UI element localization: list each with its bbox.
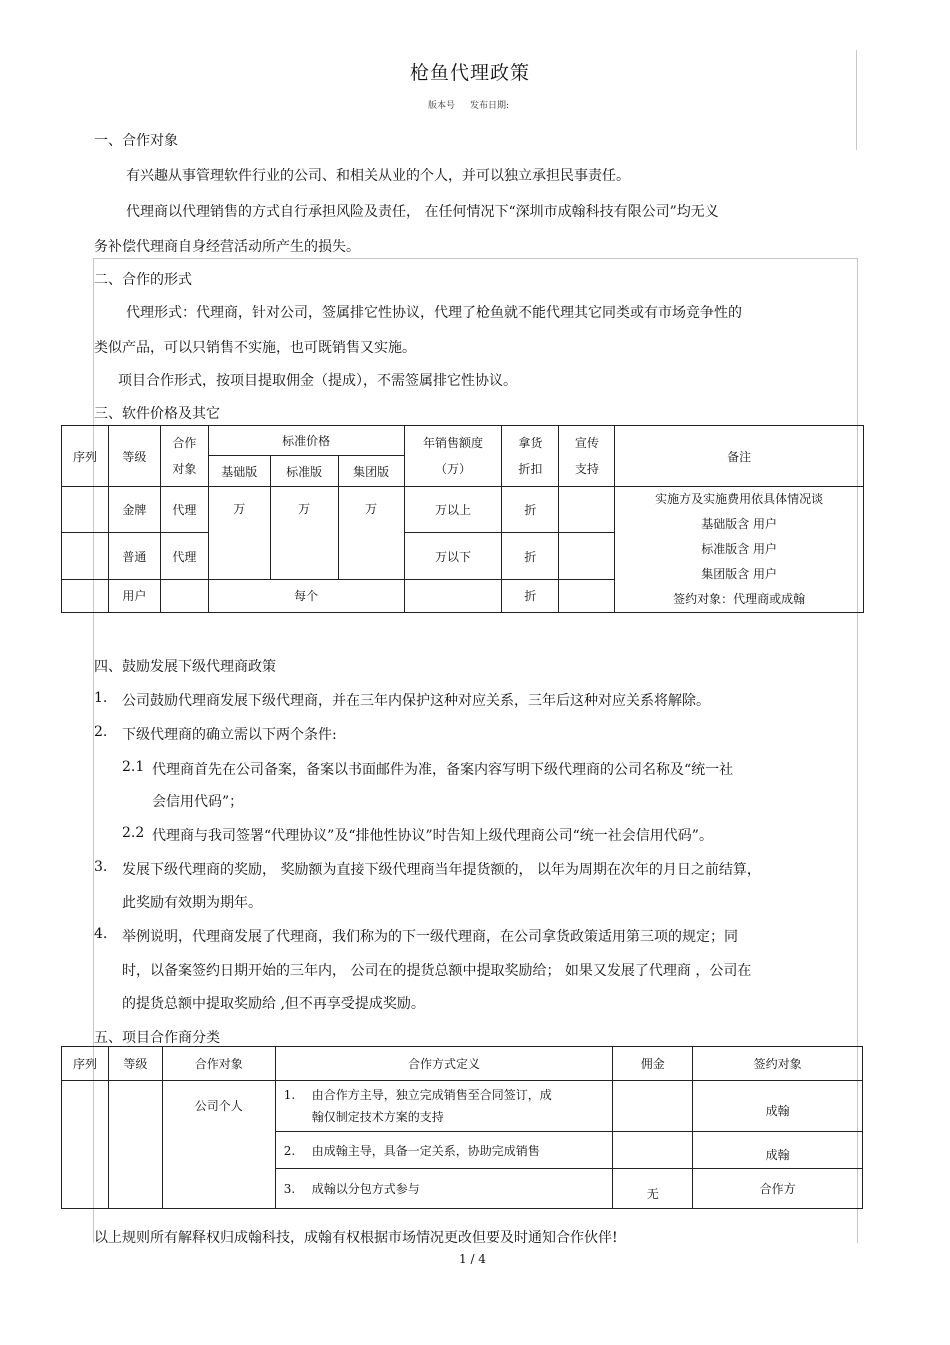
item-4-number: 4. xyxy=(94,926,108,942)
price-table-row3-promo xyxy=(559,579,615,612)
price-table-row1-discount: 折 xyxy=(502,487,559,533)
section-5-heading: 五、项目合作商分类 xyxy=(94,1030,220,1046)
price-table-header-promo-line1: 宣传 xyxy=(574,436,599,450)
date-label: 发布日期: xyxy=(470,101,510,111)
price-table-row1-level: 金牌 xyxy=(108,487,160,533)
price-table-header-level: 等级 xyxy=(108,426,160,487)
price-table-row1-annual: 万以上 xyxy=(404,487,502,533)
version-label: 版本号 xyxy=(428,101,456,111)
partner-table-row2-signer: 成翰 xyxy=(693,1132,863,1169)
item-3-number: 3. xyxy=(94,859,108,875)
price-table-row1-target: 代理 xyxy=(160,487,208,533)
partner-table-header-seq: 序列 xyxy=(62,1047,109,1081)
sub-2-2-number: 2.2 xyxy=(122,825,145,841)
sub-2-1-number: 2.1 xyxy=(122,759,145,775)
price-table-header-std: 标准版 xyxy=(270,456,338,487)
price-table-header-annual xyxy=(404,426,502,487)
page-number: 1 / 4 xyxy=(459,1252,486,1266)
sub-2-1-text-2: 会信用代码”； xyxy=(152,794,244,810)
price-table-row1-seq xyxy=(62,487,109,533)
price-table-header-group: 集团版 xyxy=(338,456,404,487)
partner-table-row3-def-text: 成翰以分包方式参与 xyxy=(311,1182,420,1196)
price-table-row3-annual xyxy=(404,579,502,612)
partner-table-row1-def-text: 由合作方主导，独立完成销售至合同签订，成 xyxy=(311,1088,552,1102)
item-2-text: 下级代理商的确立需以下两个条件: xyxy=(122,727,337,743)
sub-2-1-text: 代理商首先在公司备案，备案以书面邮件为准，备案内容写明下级代理商的公司名称及“统一社 xyxy=(152,762,734,778)
section-2-paragraph-1a: 代理形式：代理商，针对公司，签属排它性协议，代理了枪鱼就不能代理其它同类或有市场竞争性的 xyxy=(126,305,742,321)
section-1-paragraph-2a: 代理商以代理销售的方式自行承担风险及责任， 在任何情况下“深圳市成翰科技有限公司”均无义 xyxy=(126,204,719,220)
price-table-header-coop-line2: 对象 xyxy=(172,462,197,476)
partner-table-row3-commission: 无 xyxy=(613,1169,693,1209)
price-table-row2-promo xyxy=(559,533,615,579)
partner-table-row1-def-line1 xyxy=(284,1084,613,1106)
partner-table-row1-def xyxy=(275,1081,613,1132)
price-table-row2-target: 代理 xyxy=(160,533,208,579)
price-table-note-3: 标准版含 用户 xyxy=(701,542,778,556)
price-table-row2-seq xyxy=(62,533,109,579)
item-4-text-2: 时，以备案签约日期开始的三年内， 公司在的提货总额中提取奖励给； 如果又发展了代理商 ，公司在 xyxy=(122,963,752,979)
partner-table-target-cell: 公司个人 xyxy=(162,1081,275,1209)
price-table-row2-annual: 万以下 xyxy=(404,533,502,579)
price-table-header-promo xyxy=(559,426,615,487)
partner-table-row1-def-line2: 翰仅制定技术方案的支持 xyxy=(311,1110,444,1124)
price-table-header-discount-line2: 折扣 xyxy=(518,462,543,476)
item-3-text: 发展下级代理商的奖励， 奖励额为直接下级代理商当年提货额的， 以年为周期在次年的月日之前结算， xyxy=(122,862,761,878)
page-title: 枪鱼代理政策 xyxy=(410,62,531,84)
partner-table-row1-num: 1. xyxy=(283,1088,296,1102)
section-4-heading: 四、鼓励发展下级代理商政策 xyxy=(94,659,276,675)
price-table-row3-target xyxy=(160,579,208,612)
price-table-row3-seq xyxy=(62,579,109,612)
price-table-header-price: 标准价格 xyxy=(208,426,404,456)
partner-table-header-def: 合作方式定义 xyxy=(275,1047,613,1081)
partner-table-header-signer: 签约对象 xyxy=(693,1047,863,1081)
frame-line-right-top xyxy=(856,50,857,150)
partner-table-row2-commission xyxy=(613,1132,693,1169)
price-table-header-discount-line1: 拿货 xyxy=(518,436,543,450)
item-1-text: 公司鼓励代理商发展下级代理商，并在三年内保护这种对应关系，三年后这种对应关系将解除。 xyxy=(122,693,710,709)
price-table-row1-group: 万 xyxy=(338,487,404,580)
price-table-header-remark: 备注 xyxy=(615,426,864,487)
section-1-heading: 一、合作对象 xyxy=(94,133,178,149)
item-2-number: 2. xyxy=(94,724,108,740)
partner-table-seq-cell xyxy=(62,1081,109,1209)
price-table-row2-level: 普通 xyxy=(108,533,160,579)
price-table-row1-promo xyxy=(559,487,615,533)
price-table-header-annual-line2: （万） xyxy=(434,462,471,476)
price-table-note-5: 签约对象：代理商或成翰 xyxy=(673,592,806,606)
price-table-note-1: 实施方及实施费用依具体情况谈 xyxy=(655,492,824,506)
price-table-note-4: 集团版含 用户 xyxy=(701,567,778,581)
partner-table-level-cell xyxy=(108,1081,162,1209)
item-3-text-2: 此奖励有效期为期年。 xyxy=(122,895,262,911)
price-table-header-discount xyxy=(502,426,559,487)
price-table-header-annual-line1: 年销售额度 xyxy=(422,436,483,450)
partner-table-row3-num: 3. xyxy=(283,1182,296,1196)
partner-table-row3-def xyxy=(275,1169,613,1209)
partner-table-row1-commission xyxy=(613,1081,693,1132)
price-table-row3-level: 用户 xyxy=(108,579,160,612)
partner-table-row2-def xyxy=(275,1132,613,1169)
price-table-row3-price: 每个 xyxy=(208,579,404,612)
price-table-note-2: 基础版含 用户 xyxy=(701,517,778,531)
partner-table-row2-num: 2. xyxy=(283,1143,296,1158)
item-4-text-3: 的提货总额中提取奖励给 ,但不再享受提成奖励。 xyxy=(122,996,425,1012)
price-table-row1-std: 万 xyxy=(270,487,338,580)
price-table-header-basic: 基础版 xyxy=(208,456,270,487)
partner-table-header-commission: 佣金 xyxy=(613,1047,693,1081)
partner-table-row3-signer: 合作方 xyxy=(693,1169,863,1209)
partner-table-row1-signer: 成翰 xyxy=(693,1081,863,1132)
sub-2-2-text: 代理商与我司签署“代理协议”及“排他性协议”时告知上级代理商公司“统一社会信用代码”。 xyxy=(152,828,713,844)
price-table-row3-discount: 折 xyxy=(502,579,559,612)
section-1-paragraph-2b: 务补偿代理商自身经营活动所产生的损失。 xyxy=(94,239,360,255)
section-1-paragraph-1: 有兴趣从事管理软件行业的公司、和相关从业的个人，并可以独立承担民事责任。 xyxy=(126,168,630,184)
partner-table-header-level: 等级 xyxy=(108,1047,162,1081)
price-table-header-promo-line2: 支持 xyxy=(574,462,599,476)
partner-table xyxy=(61,1046,863,1209)
section-2-heading: 二、合作的形式 xyxy=(94,272,192,288)
price-table-header-coop xyxy=(160,426,208,487)
section-3-heading: 三、软件价格及其它 xyxy=(94,406,220,422)
price-table xyxy=(61,425,864,613)
item-1-number: 1. xyxy=(94,690,108,706)
frame-line-top xyxy=(93,258,857,259)
section-2-paragraph-1b: 类似产品，可以只销售不实施，也可既销售又实施。 xyxy=(94,340,416,356)
partner-table-row2-def-text: 由成翰主导，具备一定关系，协助完成销售 xyxy=(311,1143,540,1158)
section-2-paragraph-2: 项目合作形式，按项目提取佣金（提成），不需签属排它性协议。 xyxy=(118,373,517,389)
price-table-header-seq: 序列 xyxy=(62,426,109,487)
item-4-text: 举例说明，代理商发展了代理商，我们称为的下一级代理商，在公司拿货政策适用第三项的规定；同 xyxy=(122,929,738,945)
partner-table-header-target: 合作对象 xyxy=(162,1047,275,1081)
footer-note: 以上规则所有解释权归成翰科技，成翰有权根据市场情况更改但要及时通知合作伙伴! xyxy=(94,1230,618,1246)
price-table-remark-notes xyxy=(615,487,864,613)
price-table-header-coop-line1: 合作 xyxy=(172,436,197,450)
price-table-row1-basic: 万 xyxy=(208,487,270,580)
price-table-row2-discount: 折 xyxy=(502,533,559,579)
